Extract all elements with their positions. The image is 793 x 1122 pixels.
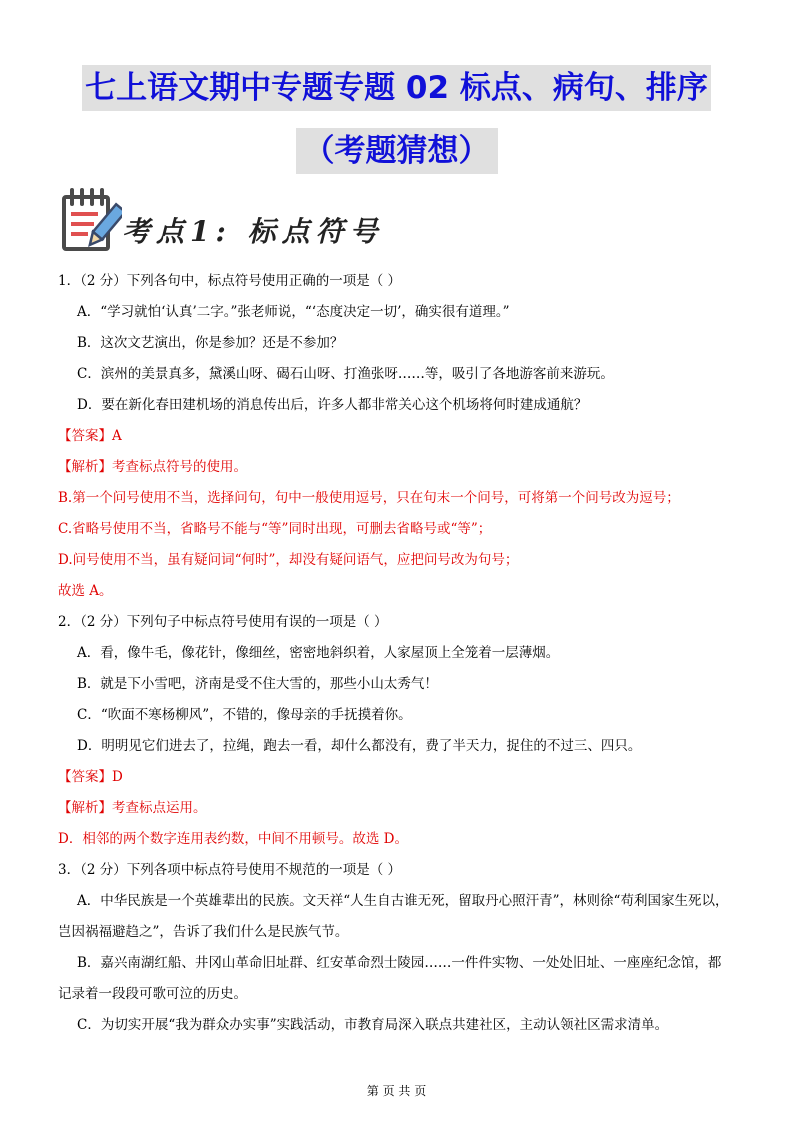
q1-option-d: D．要在新化春田建机场的消息传出后，许多人都非常关心这个机场将何时建成通航？ (77, 397, 588, 413)
q1-answer: 【答案】A (58, 428, 122, 444)
document-subtitle: （考题猜想） (296, 128, 498, 174)
notebook-pencil-icon (60, 188, 122, 254)
page-footer: 第 页 共 页 (366, 1084, 427, 1098)
q1-explanation-c: C.省略号使用不当，省略号不能与“等”同时出现，可删去省略号或“等”； (58, 521, 492, 537)
q2-explanation: D．相邻的两个数字连用表约数，中间不用顿号。故选 D。 (58, 831, 408, 847)
section-label: 考点1: 标点符号 (122, 215, 384, 248)
q3-option-b: B．嘉兴南湖红船、井冈山革命旧址群、红安革命烈士陵园……一件件实物、一处处旧址、一座座纪念馆，都 (77, 955, 722, 971)
q1-analysis: 【解析】考查标点符号的使用。 (58, 459, 247, 475)
document-title: 七上语文期中专题专题 02 标点、病句、排序 (82, 65, 711, 111)
q1-stem: 1．（2 分）下列各句中，标点符号使用正确的一项是（ ） (58, 273, 402, 289)
q3-stem: 3．（2 分）下列各项中标点符号使用不规范的一项是（ ） (58, 862, 402, 878)
q2-option-a: A．看，像牛毛，像花针，像细丝，密密地斜织着，人家屋顶上全笼着一层薄烟。 (77, 645, 560, 661)
question-list (58, 266, 748, 1041)
q3-option-a-continued: 岂因祸福避趋之”，告诉了我们什么是民族气节。 (58, 924, 349, 940)
q1-explanation-d: D.问号使用不当，虽有疑问词“何时”，却没有疑问语气，应把问号改为句号； (58, 552, 519, 568)
q2-option-b: B．就是下小雪吧，济南是受不住大雪的，那些小山太秀气！ (77, 676, 438, 692)
q2-option-c: C．“吹面不寒杨柳风”，不错的，像母亲的手抚摸着你。 (77, 707, 412, 723)
q2-answer: 【答案】D (58, 769, 123, 785)
q1-option-b: B．这次文艺演出，你是参加？还是不参加？ (77, 335, 344, 351)
q2-option-d: D．明明见它们进去了，拉绳，跑去一看，却什么都没有，费了半天力，捉住的不过三、四只。 (77, 738, 642, 754)
q1-option-a: A．“学习就怕‘认真’二字。”张老师说，“‘态度决定一切’，确实很有道理。” (77, 304, 510, 320)
q1-conclusion: 故选 A。 (58, 583, 113, 599)
q2-analysis: 【解析】考查标点运用。 (58, 800, 207, 816)
q1-explanation-b: B.第一个问号使用不当，选择问句，句中一般使用逗号，只在句末一个问号，可将第一个问号改为逗号； (58, 490, 680, 506)
q1-option-c: C．滨州的美景真多，黛溪山呀、碣石山呀、打渔张呀……等，吸引了各地游客前来游玩。 (77, 366, 614, 382)
q2-stem: 2．（2 分）下列句子中标点符号使用有误的一项是（ ） (58, 614, 388, 630)
q3-option-a: A．中华民族是一个英雄辈出的民族。文天祥“人生自古谁无死，留取丹心照汗青”，林则徐“苟利国家生死以， (77, 893, 729, 909)
title-line-1 (0, 65, 793, 111)
title-line-2 (0, 128, 793, 174)
section-header (60, 188, 390, 260)
q3-option-c: C．为切实开展“我为群众办实事”实践活动，市教育局深入联点共建社区，主动认领社区需求清单。 (77, 1017, 669, 1033)
q3-option-b-continued: 记录着一段段可歌可泣的历史。 (58, 986, 247, 1002)
